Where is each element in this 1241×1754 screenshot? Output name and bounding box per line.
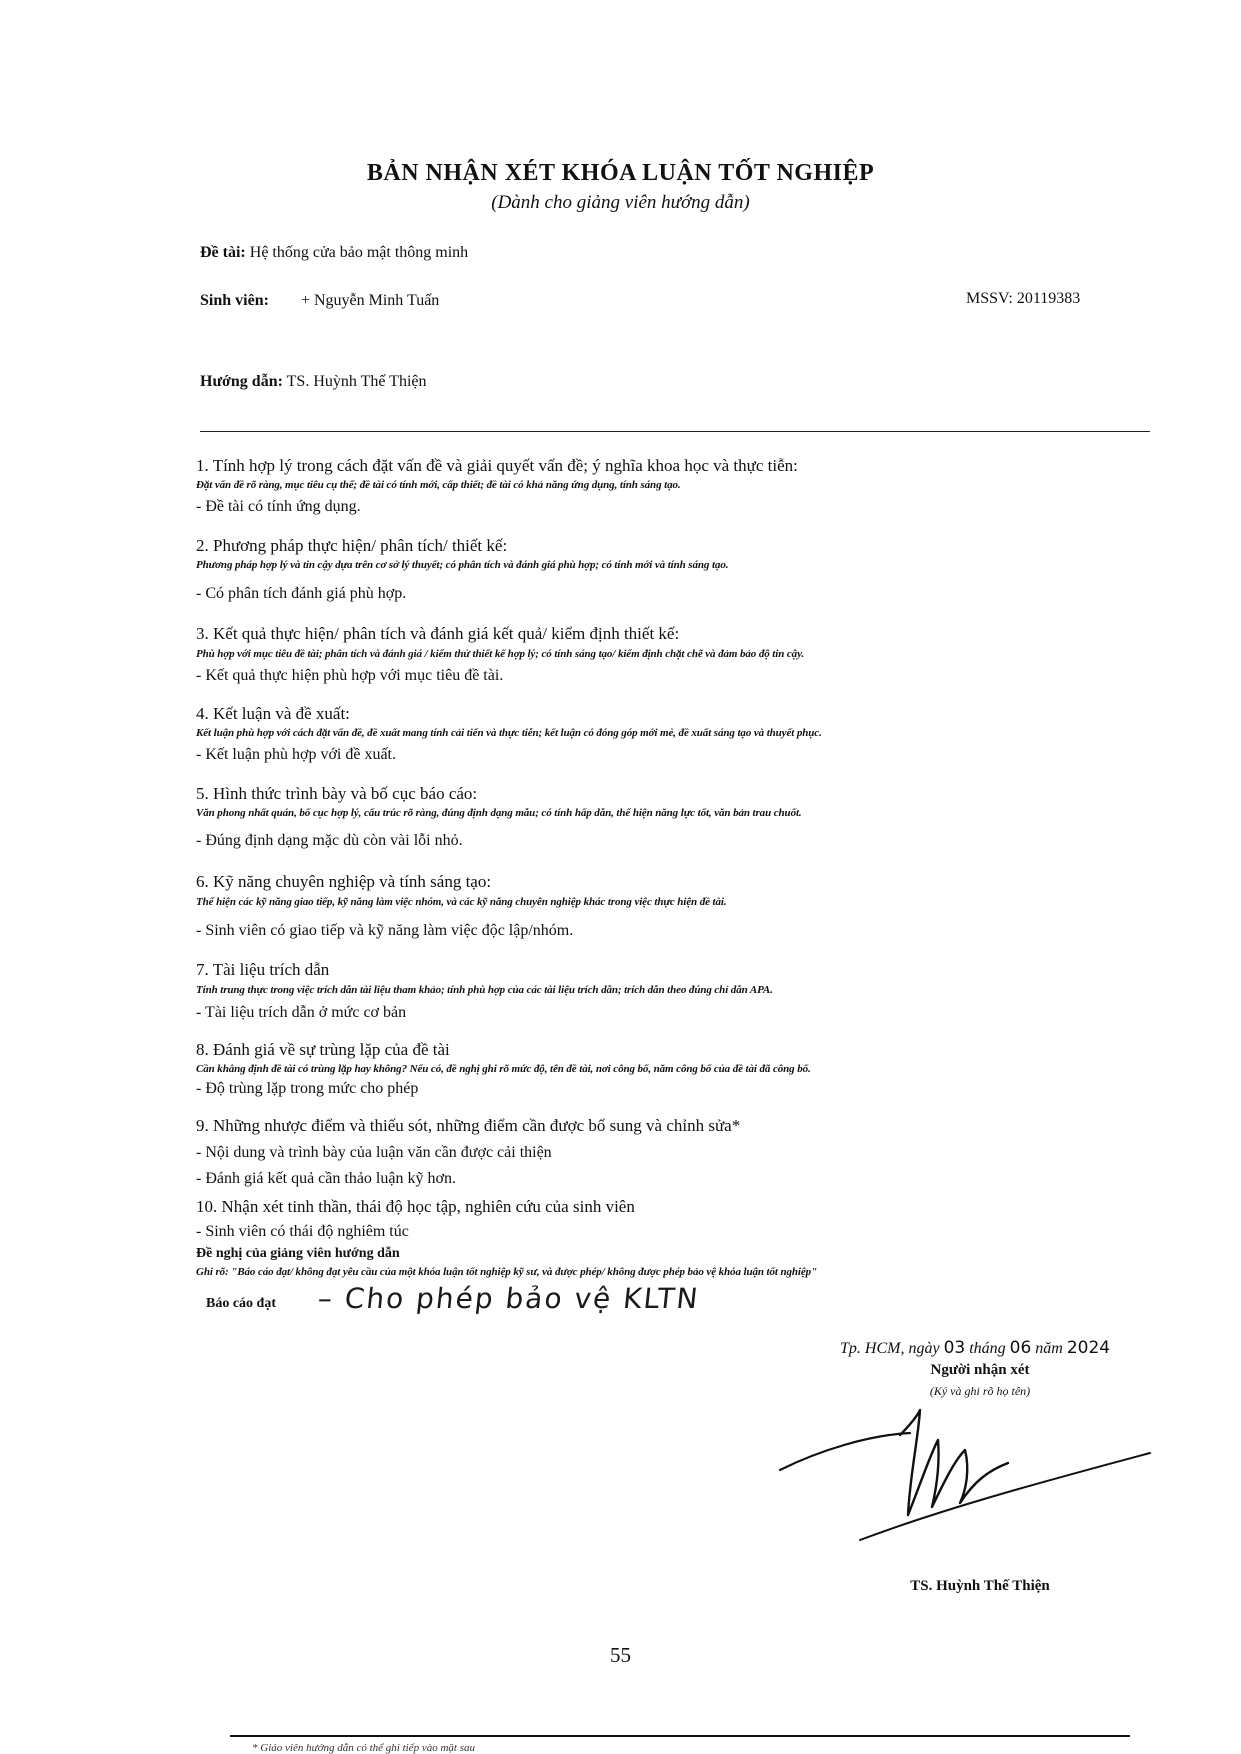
section-5-heading: 5. Hình thức trình bày và bố cục báo cáo: — [196, 784, 478, 803]
reviewer-role: Người nhận xét — [930, 1362, 1030, 1378]
reviewer-name: TS. Huỳnh Thế Thiện — [910, 1578, 1050, 1594]
student-row — [200, 292, 439, 310]
section-2-heading: 2. Phương pháp thực hiện/ phân tích/ thiết kế: — [196, 536, 508, 555]
footer-divider — [230, 1735, 1130, 1737]
section-2-comment: - Có phân tích đánh giá phù hợp. — [196, 585, 407, 602]
student-value: + Nguyễn Minh Tuấn — [300, 292, 440, 309]
section-10-item: - Sinh viên có thái độ nghiêm túc — [196, 1223, 409, 1240]
document-title: BẢN NHẬN XÉT KHÓA LUẬN TỐT NGHIỆP — [366, 160, 875, 186]
section-4-heading: 4. Kết luận và đề xuất: — [196, 704, 350, 723]
topic-row — [200, 244, 468, 262]
section-9-item: - Nội dung và trình bày của luận văn cần được cải thiện — [196, 1144, 552, 1161]
section-3-comment: - Kết quả thực hiện phù hợp với mục tiêu đề tài. — [196, 667, 504, 684]
footnote: * Giáo viên hướng dẫn có thể ghi tiếp vào mặt sau — [252, 1742, 475, 1754]
mssv-value: MSSV: 20119383 — [966, 290, 1081, 307]
section-5-criteria: Văn phong nhất quán, bố cục hợp lý, cấu trúc rõ ràng, đúng định dạng mẫu; có tính hấp dẫn, thể hiện năng lực tốt, văn bản trau chuốt. — [196, 807, 802, 819]
topic-value: Hệ thống cửa bảo mật thông minh — [249, 244, 469, 261]
student-label: Sinh viên: — [200, 292, 269, 309]
advisor-row — [200, 373, 427, 391]
section-9-item: - Đánh giá kết quả cần thảo luận kỹ hơn. — [196, 1170, 456, 1187]
page-number: 55 — [610, 1643, 631, 1667]
section-1-comment: - Đề tài có tính ứng dụng. — [196, 498, 361, 515]
section-7-criteria: Tính trung thực trong việc trích dẫn tài liệu tham khảo; tính phù hợp của các tài liệu trích dẫn; trích dẫn theo đúng chỉ dẫn APA. — [196, 984, 773, 996]
proposal-note: Ghi rõ: "Báo cáo đạt/ không đạt yêu cầu của một khóa luận tốt nghiệp kỹ sư, và được phép/ không được phép bảo vệ khóa luận tốt nghiệp" — [196, 1266, 818, 1278]
section-1-heading: 1. Tính hợp lý trong cách đặt vấn đề và giải quyết vấn đề; ý nghĩa khoa học và thực tiễn: — [196, 456, 798, 475]
proposal-result-label: Báo cáo đạt — [206, 1296, 276, 1311]
proposal-handwritten: – Cho phép bảo vệ KLTN — [316, 1282, 702, 1315]
section-8-heading: 8. Đánh giá về sự trùng lặp của đề tài — [196, 1040, 450, 1059]
section-10-heading: 10. Nhận xét tinh thần, thái độ học tập, nghiên cứu của sinh viên — [196, 1197, 635, 1216]
advisor-value: TS. Huỳnh Thế Thiện — [286, 373, 427, 390]
section-4-criteria: Kết luận phù hợp với cách đặt vấn đề, đề xuất mang tính cải tiến và thực tiễn; kết luận có đóng góp mới mẻ, đề xuất sáng tạo và thuyết phục. — [196, 727, 822, 739]
place-date-prefix: Tp. HCM, ngày — [840, 1340, 940, 1357]
section-5-comment: - Đúng định dạng mặc dù còn vài lỗi nhỏ. — [196, 832, 463, 849]
section-8-criteria: Cần khẳng định đề tài có trùng lặp hay không? Nếu có, đề nghị ghi rõ mức độ, tên đề tài, nơi công bố, năm công bố của đề tài đã công bố. — [196, 1063, 811, 1075]
signature-image — [760, 1395, 1180, 1575]
section-4-comment: - Kết luận phù hợp với đề xuất. — [196, 746, 396, 763]
section-6-comment: - Sinh viên có giao tiếp và kỹ năng làm việc độc lập/nhóm. — [196, 922, 574, 939]
section-9-heading: 9. Những nhược điểm và thiếu sót, những điểm cần được bổ sung và chỉnh sửa* — [196, 1116, 741, 1135]
section-7-heading: 7. Tài liệu trích dẫn — [196, 960, 330, 979]
year-label: năm — [1035, 1340, 1063, 1357]
date-month: 06 — [1009, 1338, 1032, 1358]
place-date — [840, 1338, 1110, 1358]
month-label: tháng — [969, 1340, 1006, 1357]
section-6-criteria: Thể hiện các kỹ năng giao tiếp, kỹ năng làm việc nhóm, và các kỹ năng chuyên nghiệp khác trong việc thực hiện đề tài. — [196, 896, 727, 908]
date-year: 2024 — [1066, 1338, 1111, 1358]
section-6-heading: 6. Kỹ năng chuyên nghiệp và tính sáng tạo: — [196, 872, 492, 891]
header-divider — [200, 431, 1150, 432]
section-8-comment: - Độ trùng lặp trong mức cho phép — [196, 1080, 419, 1097]
advisor-label: Hướng dẫn: — [200, 373, 283, 390]
section-2-criteria: Phương pháp hợp lý và tin cậy dựa trên cơ sở lý thuyết; có phân tích và đánh giá phù hợp; có tính mới và tính sáng tạo. — [196, 559, 729, 571]
document-subtitle: (Dành cho giảng viên hướng dẫn) — [491, 192, 750, 213]
date-day: 03 — [943, 1338, 966, 1358]
reviewer-role-note: (Ký và ghi rõ họ tên) — [929, 1384, 1031, 1398]
section-3-heading: 3. Kết quả thực hiện/ phân tích và đánh giá kết quả/ kiểm định thiết kế: — [196, 624, 680, 643]
section-3-criteria: Phù hợp với mục tiêu đề tài; phân tích và đánh giá / kiểm thử thiết kế hợp lý; có tính sáng tạo/ kiểm định chặt chẽ và đảm bảo độ tin cậy. — [196, 648, 805, 660]
topic-label: Đề tài: — [200, 244, 246, 261]
proposal-heading: Đề nghị của giảng viên hướng dẫn — [196, 1246, 400, 1261]
section-1-criteria: Đặt vấn đề rõ ràng, mục tiêu cụ thể; đề tài có tính mới, cấp thiết; đề tài có khả năng ứng dụng, tính sáng tạo. — [196, 479, 681, 491]
section-7-comment: - Tài liệu trích dẫn ở mức cơ bản — [196, 1004, 407, 1021]
